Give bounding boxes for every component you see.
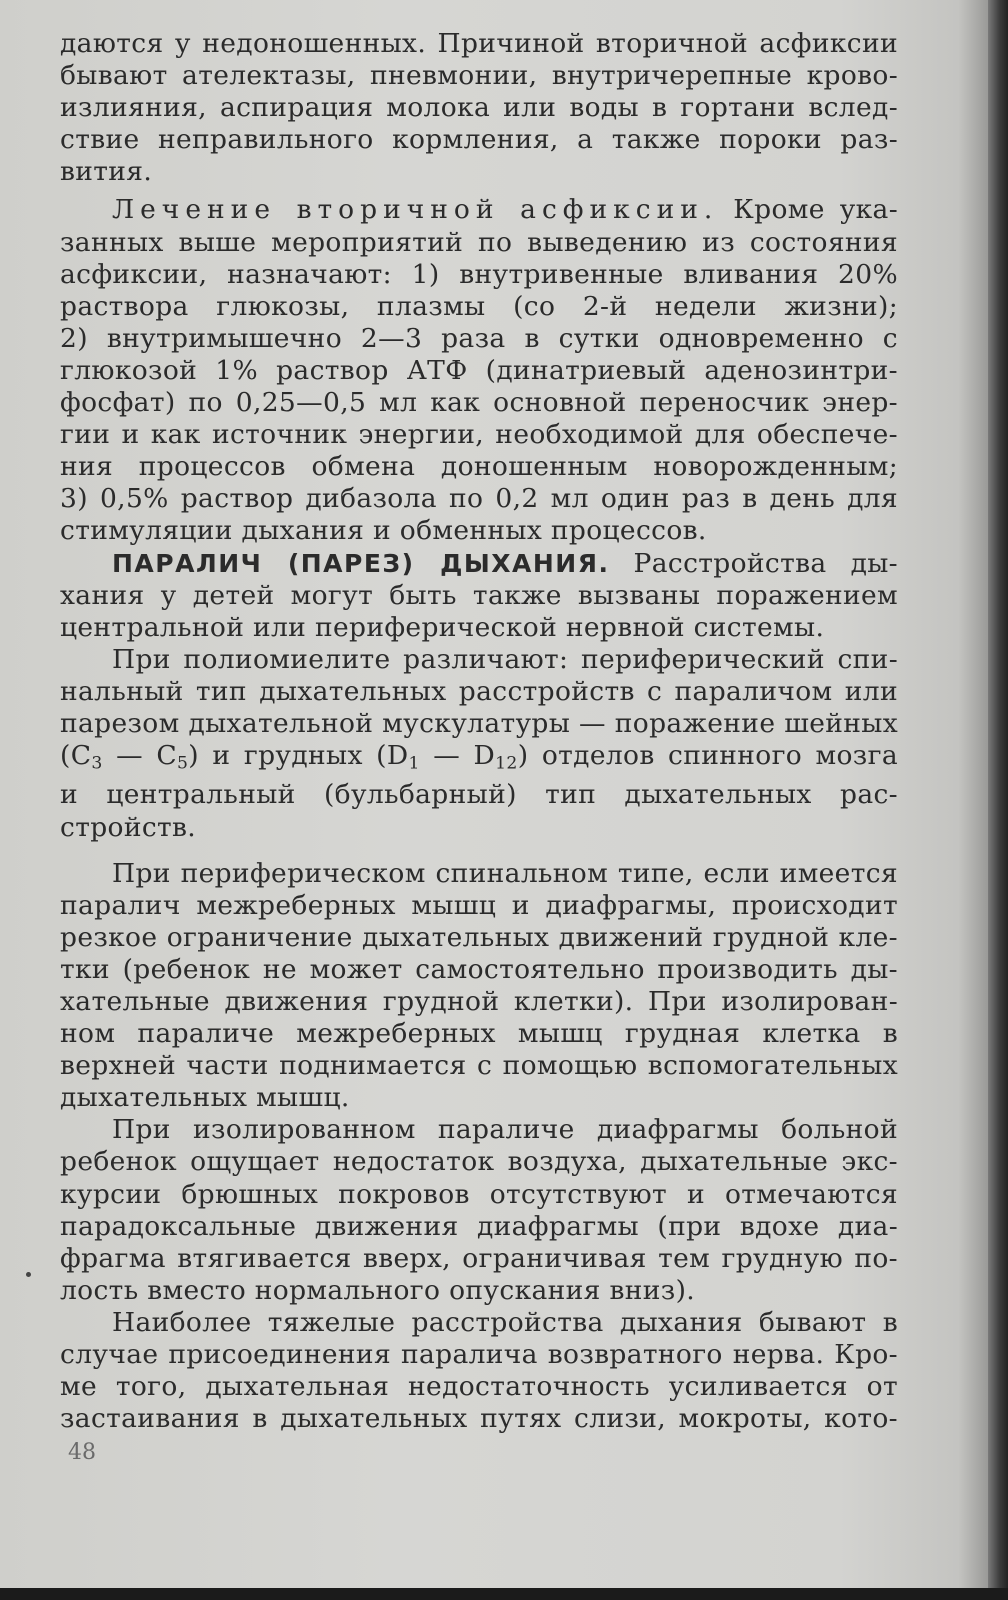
book-spine-shadow (988, 0, 1008, 1600)
text-line: и центральный (бульбарный) тип дыхательных рас- (60, 779, 898, 811)
text-line: глюкозой 1% раствор АТФ (динатриевый аденозинтри- (60, 354, 898, 386)
section-heading-paralysis: ПАРАЛИЧ (ПАРЕЗ) ДЫХАНИЯ. (112, 548, 610, 578)
text-line: ном параличе межреберных мышц грудная клетка в (60, 1018, 898, 1050)
subscript: 5 (176, 753, 189, 774)
text-line: гии и как источник энергии, необходимой для обеспече- (60, 419, 898, 451)
scan-bottom-border (0, 1588, 1008, 1600)
text-line: вития. (60, 156, 153, 188)
page-text (60, 28, 898, 1435)
text-line: ния процессов обмена доношенным новорожденным; (60, 451, 898, 483)
text-line: центральной или периферической нервной системы. (60, 611, 825, 643)
text-line: дыхательных мышц. (60, 1082, 350, 1114)
text-line (60, 194, 898, 226)
text-line: стройств. (60, 811, 197, 843)
text-line: 3) 0,5% раствор дибазола по 0,2 мл один раз в день для (60, 483, 898, 515)
text-line: парезом дыхательной мускулатуры — поражение шейных (60, 707, 898, 739)
text-line: паралич межреберных мышц и диафрагмы, происходит (60, 889, 898, 921)
text-line: ме того, дыхательная недостаточность усиливается от (60, 1371, 898, 1403)
text-line: раствора глюкозы, плазмы (со 2-й недели жизни); (60, 290, 898, 322)
text-line: асфиксии, назначают: 1) внутривенные вливания 20% (60, 258, 898, 290)
text-line: застаивания в дыхательных путях слизи, мокроты, кото- (60, 1403, 898, 1435)
text-line: верхней части поднимается с помощью вспомогательных (60, 1050, 898, 1082)
text-line: резкое ограничение дыхательных движений грудной кле- (60, 921, 898, 953)
subscript: 12 (495, 753, 518, 774)
text-line: 2) внутримышечно 2—3 раза в сутки одновременно с (60, 322, 898, 354)
subscript: 1 (408, 753, 420, 774)
text-line: стимуляции дыхания и обменных процессов. (60, 515, 707, 547)
ink-dot (26, 1272, 31, 1277)
text-line: тки (ребенок не может самостоятельно производить ды- (60, 953, 898, 985)
subscript: 3 (91, 753, 103, 774)
text-line: фосфат) по 0,25—0,5 мл как основной переносчик энер- (60, 387, 898, 419)
text-line: случае присоединения паралича возвратного нерва. Кро- (60, 1339, 898, 1371)
text-fragment: — C (102, 740, 177, 772)
text-fragment: (C (60, 740, 92, 772)
text-line: нальный тип дыхательных расстройств с параличом или (60, 675, 898, 707)
text-line: При полиомиелите различают: периферический спи- (112, 643, 898, 675)
text-line: ствие неправильного кормления, а также пороки раз- (60, 124, 898, 156)
text-fragment: — D (419, 740, 496, 772)
text-line: бывают ателектазы, пневмонии, внутричерепные крово- (60, 60, 898, 92)
text-fragment: ) и грудных (D (188, 740, 409, 772)
section-heading-treatment: Лечение вторичной асфиксии. (112, 194, 719, 226)
text-line: курсии брюшных покровов отсутствуют и отмечаются (60, 1178, 898, 1210)
text-fragment: Кроме ука- (718, 194, 898, 226)
text-line (60, 548, 898, 580)
text-line: парадоксальные движения диафрагмы (при вдохе диа- (60, 1210, 898, 1242)
text-line: фрагма втягивается вверх, ограничивая тем грудную по- (60, 1242, 898, 1274)
text-line: хания у детей могут быть также вызваны поражением (60, 579, 898, 611)
text-line: ребенок ощущает недостаток воздуха, дыхательные экс- (60, 1146, 898, 1178)
text-line: лость вместо нормального опускания вниз). (60, 1274, 696, 1306)
text-fragment: ) отделов спинного мозга (517, 740, 898, 772)
text-line: хательные движения грудной клетки). При изолирован- (60, 986, 898, 1018)
text-line: При изолированном параличе диафрагмы больной (112, 1114, 898, 1146)
text-line: При периферическом спинальном типе, если имеется (112, 857, 898, 889)
page-number: 48 (68, 1440, 96, 1465)
text-line (60, 740, 898, 779)
text-fragment: Расстройства ды- (609, 547, 898, 579)
text-line: даются у недоношенных. Причиной вторичной асфиксии (60, 28, 898, 59)
text-line: Наиболее тяжелые расстройства дыхания бывают в (112, 1306, 898, 1338)
text-line: излияния, аспирация молока или воды в гортани вслед- (60, 92, 898, 124)
text-line: занных выше мероприятий по выведению из состояния (60, 226, 898, 258)
